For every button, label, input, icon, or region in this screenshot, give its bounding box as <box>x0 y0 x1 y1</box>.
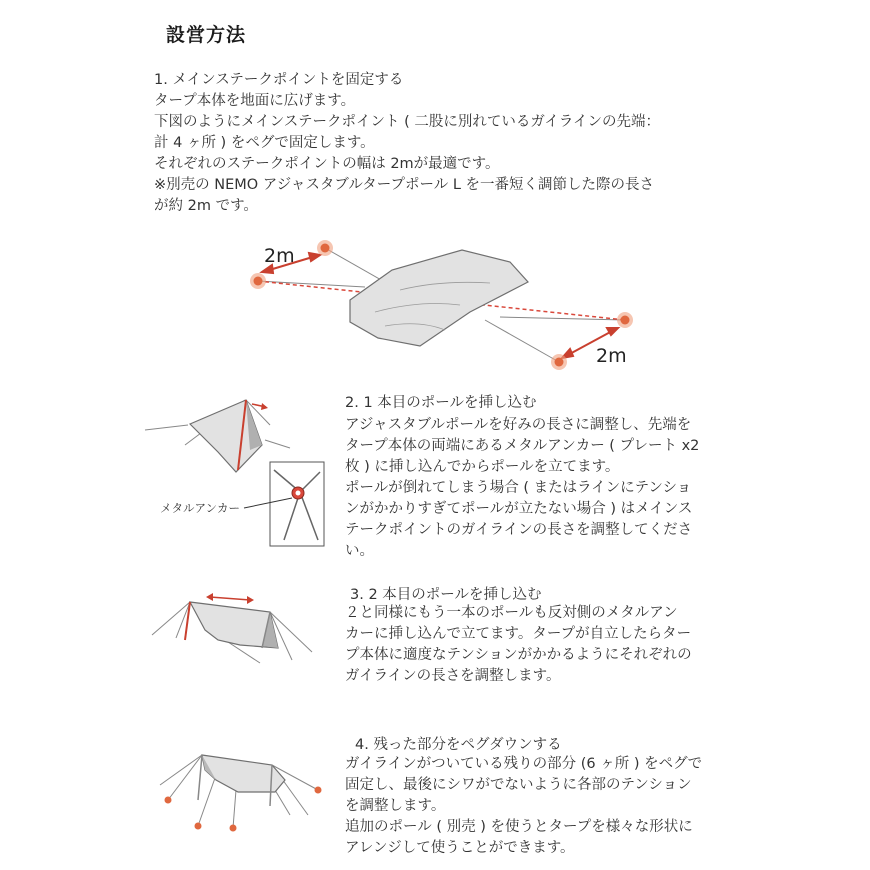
step2-line: ンがかかりすぎてポールが立たない場合 ) はメインス <box>345 501 693 517</box>
peg-points <box>165 787 322 832</box>
step2-line: タープ本体の両端にあるメタルアンカー ( プレート x2 <box>345 438 700 454</box>
step3-heading: 3. 2 本目のポールを挿し込む <box>350 587 542 603</box>
step2-line: アジャスタブルポールを好みの長さに調整し、先端を <box>345 417 692 433</box>
step2-line: テークポイントのガイラインの長さを調整してくださ <box>345 522 693 538</box>
step4-line: アレンジして使うことができます。 <box>345 840 575 856</box>
step1-line: ※別売の NEMO アジャスタブルタープポール L を一番短く調節した際の長さ <box>154 177 655 193</box>
dimension-label-right: 2m <box>596 345 627 367</box>
step4-heading: 4. 残った部分をペグダウンする <box>355 737 562 753</box>
step1-line: タープ本体を地面に広げます。 <box>154 93 356 109</box>
step1-line: が約 2m です。 <box>154 198 258 214</box>
step3-line: カーに挿し込んで立てます。タープが自立したらター <box>345 626 692 642</box>
step3-line: ２と同様にもう一本のポールも反対側のメタルアン <box>345 605 678 621</box>
step2-line: い。 <box>345 543 374 559</box>
step4-line: 追加のポール ( 別売 ) を使うとタープを様々な形状に <box>345 819 693 835</box>
dimension-label-left: 2m <box>264 245 295 267</box>
step1-heading: 1. メインステークポイントを固定する <box>154 72 404 88</box>
step1-line: それぞれのステークポイントの幅は 2mが最適です。 <box>154 156 500 172</box>
step4-line: 固定し、最後にシワがでないように各部のテンション <box>345 777 692 793</box>
step4-line: ガイラインがついている残りの部分 (6 ヶ所 ) をペグで <box>345 756 703 772</box>
step2-heading: 2. 1 本目のポールを挿し込む <box>345 395 537 411</box>
step2-line: ポールが倒れてしまう場合 ( またはラインにテンショ <box>345 480 692 496</box>
page-title: 設営方法 <box>166 24 247 46</box>
pitched-tarp <box>202 755 285 792</box>
metal-anchor-label: メタルアンカー <box>160 501 241 515</box>
step1-line: 下図のようにメインステークポイント ( 二股に別れているガイラインの先端： <box>154 114 660 130</box>
step2-line: 枚 ) に挿し込んでからポールを立てます。 <box>345 459 620 475</box>
step1-line: 計 4 ヶ所 ) をペグで固定します。 <box>154 135 375 151</box>
step4-line: を調整します。 <box>345 798 446 814</box>
step3-line: プ本体に適度なテンションがかかるようにそれぞれの <box>345 647 692 663</box>
step3-line: ガイラインの長さを調整します。 <box>345 668 561 684</box>
